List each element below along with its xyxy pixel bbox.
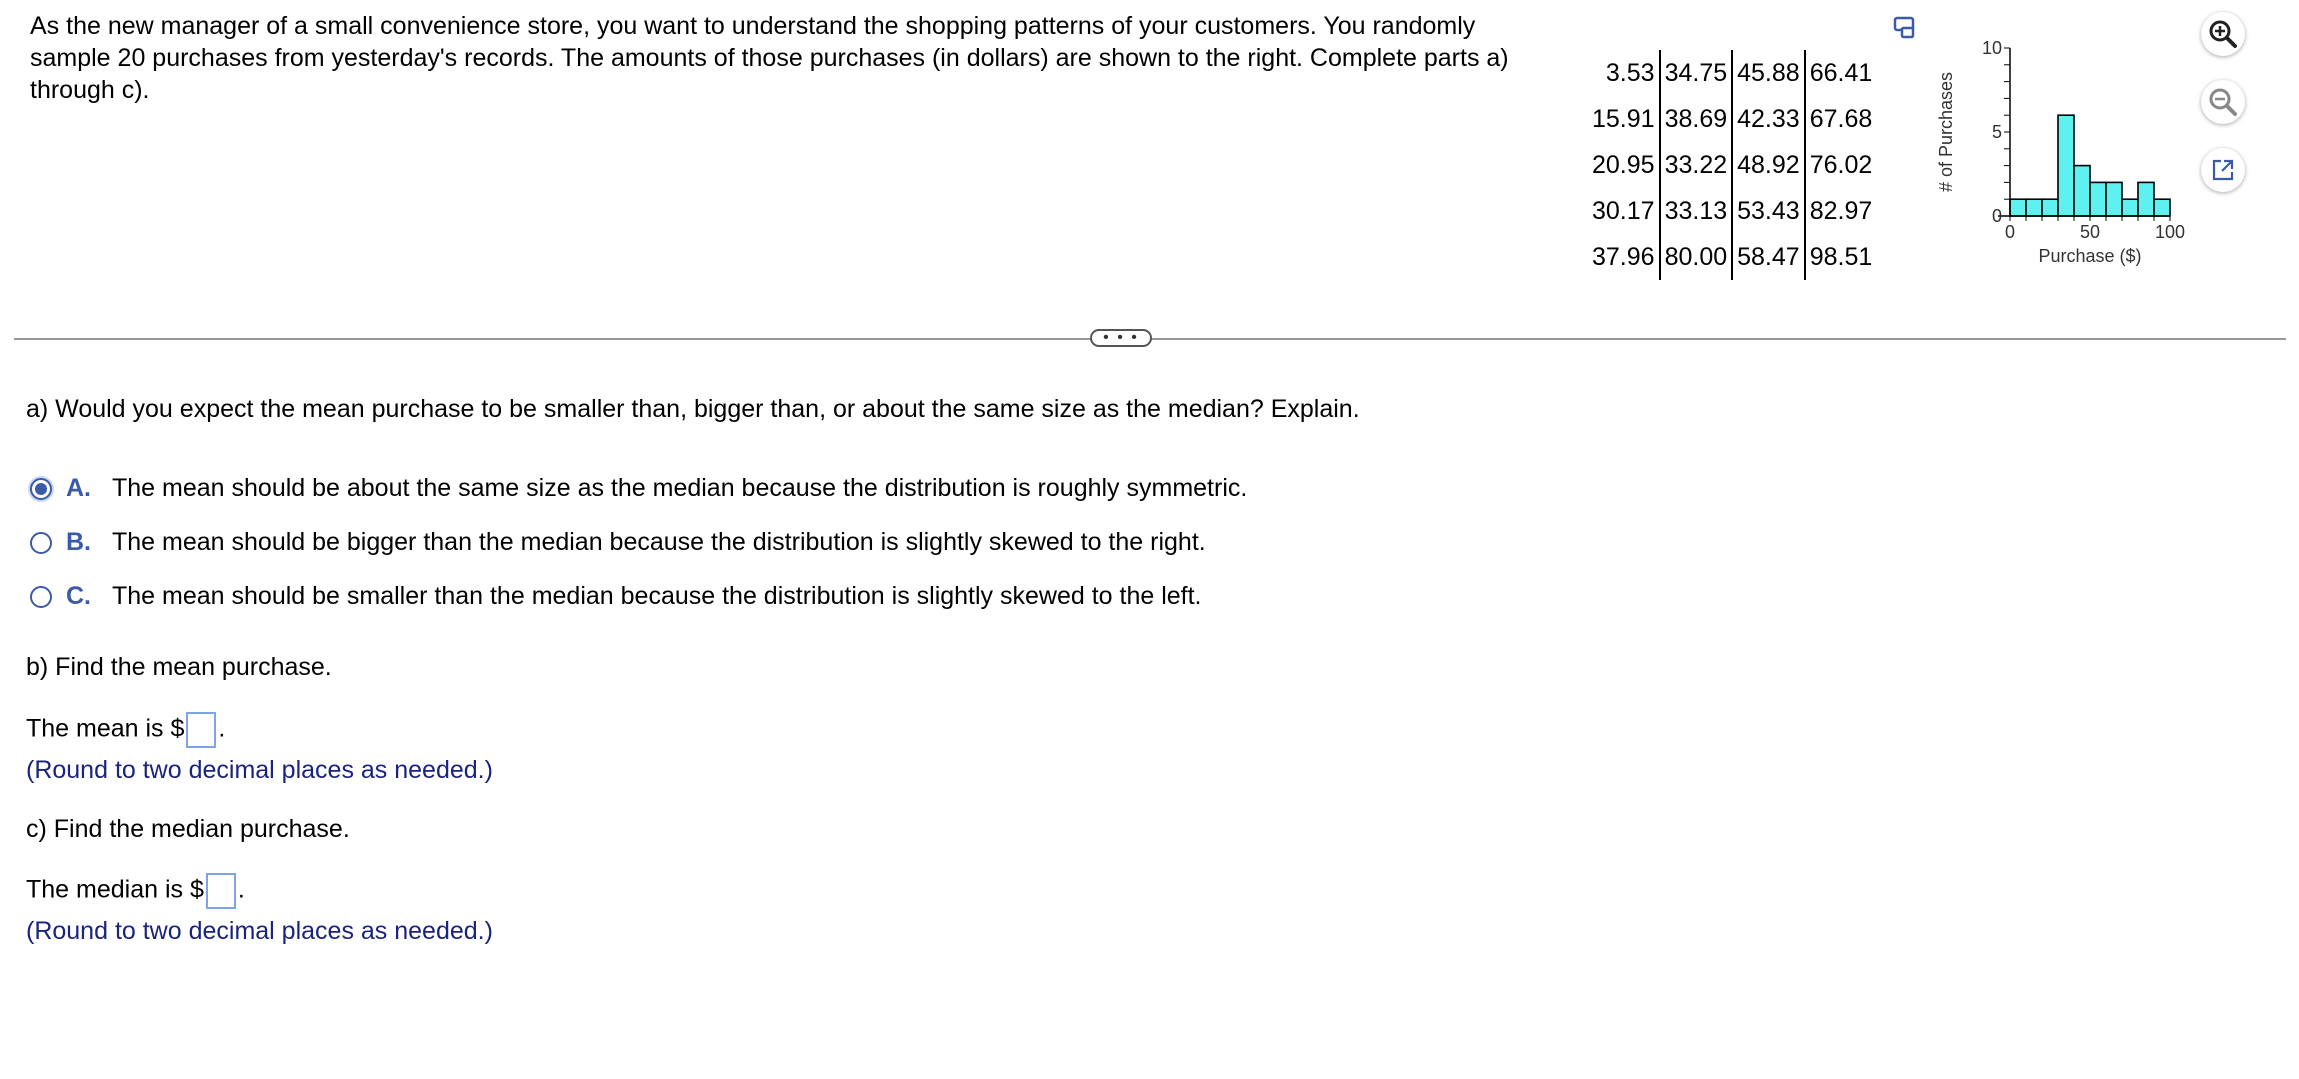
table-cell: 30.17 — [1592, 196, 1655, 225]
part-c-question: c) Find the median purchase. — [26, 815, 350, 843]
intro-line-2: sample 20 purchases from yesterday's records. The amounts of those purchases (in dollars) are shown to the right. Complete parts a) — [30, 44, 1509, 72]
zoom-out-icon — [2208, 87, 2238, 117]
purchase-histogram — [1930, 38, 2220, 278]
table-cell: 82.97 — [1805, 188, 1877, 234]
table-cell: 67.68 — [1805, 96, 1877, 142]
table-cell: 76.02 — [1805, 142, 1877, 188]
histogram-bar — [2090, 182, 2106, 216]
option-a-letter: A. — [66, 474, 91, 502]
table-cell: 37.96 — [1592, 242, 1655, 271]
table-cell: 20.95 — [1592, 150, 1655, 179]
table-row — [1588, 96, 1876, 142]
option-a-radio[interactable] — [30, 478, 52, 500]
y-tick-label: 10 — [1981, 38, 2002, 58]
histogram-svg — [1930, 38, 2220, 278]
option-b-letter: B. — [66, 528, 91, 556]
histogram-bar — [2026, 199, 2042, 216]
purchase-data-table-container — [1588, 50, 1876, 280]
histogram-bar — [2138, 182, 2154, 216]
option-b-text: The mean should be bigger than the median because the distribution is slightly skewed to the right. — [112, 528, 1206, 556]
table-row — [1588, 188, 1876, 234]
table-cell: 66.41 — [1805, 50, 1877, 96]
table-cell: 80.00 — [1660, 234, 1733, 280]
x-tick-label: 0 — [2004, 222, 2016, 242]
median-prefix: The median is $ — [26, 875, 204, 904]
median-suffix: . — [237, 875, 245, 904]
zoom-in-icon — [2208, 19, 2238, 49]
selected-dot — [35, 483, 47, 495]
copy-data-button[interactable] — [1893, 16, 1917, 40]
histogram-bar — [2106, 182, 2122, 216]
copy-icon — [1893, 16, 1917, 40]
table-cell: 33.22 — [1660, 142, 1733, 188]
median-answer-line — [26, 873, 245, 909]
histogram-bar — [2010, 199, 2026, 216]
table-cell: 45.88 — [1732, 50, 1805, 96]
table-row — [1588, 50, 1876, 96]
table-cell: 38.69 — [1660, 96, 1733, 142]
option-c[interactable] — [30, 582, 1202, 611]
table-cell: 33.13 — [1660, 188, 1733, 234]
popout-button[interactable] — [2201, 148, 2245, 192]
problem-statement — [30, 10, 1585, 106]
popout-icon — [2210, 157, 2236, 183]
table-cell: 42.33 — [1732, 96, 1805, 142]
x-tick-label: 100 — [2154, 222, 2186, 242]
median-rounding-hint: (Round to two decimal places as needed.) — [26, 917, 493, 945]
zoom-in-button[interactable] — [2201, 12, 2245, 56]
histogram-bar — [2058, 115, 2074, 216]
x-tick-label: 50 — [2079, 222, 2101, 242]
y-tick-label: 0 — [1991, 206, 2002, 226]
mean-rounding-hint: (Round to two decimal places as needed.) — [26, 756, 493, 784]
table-cell: 48.92 — [1732, 142, 1805, 188]
table-row — [1588, 142, 1876, 188]
mean-input[interactable] — [186, 712, 216, 748]
option-c-letter: C. — [66, 582, 91, 610]
histogram-bar — [2154, 199, 2170, 216]
table-cell: 15.91 — [1592, 104, 1655, 133]
histogram-bar — [2074, 166, 2090, 216]
y-tick-label: 5 — [1991, 122, 2002, 142]
option-a[interactable] — [30, 474, 1247, 503]
table-cell: 98.51 — [1805, 234, 1877, 280]
table-cell: 53.43 — [1732, 188, 1805, 234]
mean-prefix: The mean is $ — [26, 714, 185, 743]
intro-line-1: As the new manager of a small convenience store, you want to understand the shopping patterns of your customers. You randomly — [30, 12, 1476, 40]
part-b-question: b) Find the mean purchase. — [26, 653, 332, 681]
dots-label: • • • — [1103, 329, 1139, 346]
y-axis-label: # of Purchases — [1936, 71, 1956, 193]
intro-line-3: through c). — [30, 76, 150, 104]
table-cell: 34.75 — [1660, 50, 1733, 96]
mean-suffix: . — [218, 714, 226, 743]
option-c-text: The mean should be smaller than the median because the distribution is slightly skewed to the left. — [112, 582, 1202, 610]
option-b-radio[interactable] — [30, 532, 52, 554]
option-b[interactable] — [30, 528, 1206, 557]
option-c-radio[interactable] — [30, 586, 52, 608]
table-cell: 58.47 — [1732, 234, 1805, 280]
part-a-question: a) Would you expect the mean purchase to be smaller than, bigger than, or about the same size as the median? Explain. — [26, 395, 1360, 423]
table-row — [1588, 234, 1876, 280]
purchase-data-table — [1588, 50, 1876, 280]
median-input[interactable] — [206, 873, 236, 909]
mean-answer-line — [26, 712, 225, 748]
option-a-text: The mean should be about the same size as the median because the distribution is roughly symmetric. — [112, 474, 1248, 502]
histogram-bar — [2042, 199, 2058, 216]
table-cell: 3.53 — [1605, 58, 1655, 87]
zoom-out-button[interactable] — [2201, 80, 2245, 124]
histogram-bar — [2122, 199, 2138, 216]
x-axis-label: Purchase ($) — [2038, 246, 2142, 266]
expand-dots-button[interactable] — [1090, 329, 1152, 347]
